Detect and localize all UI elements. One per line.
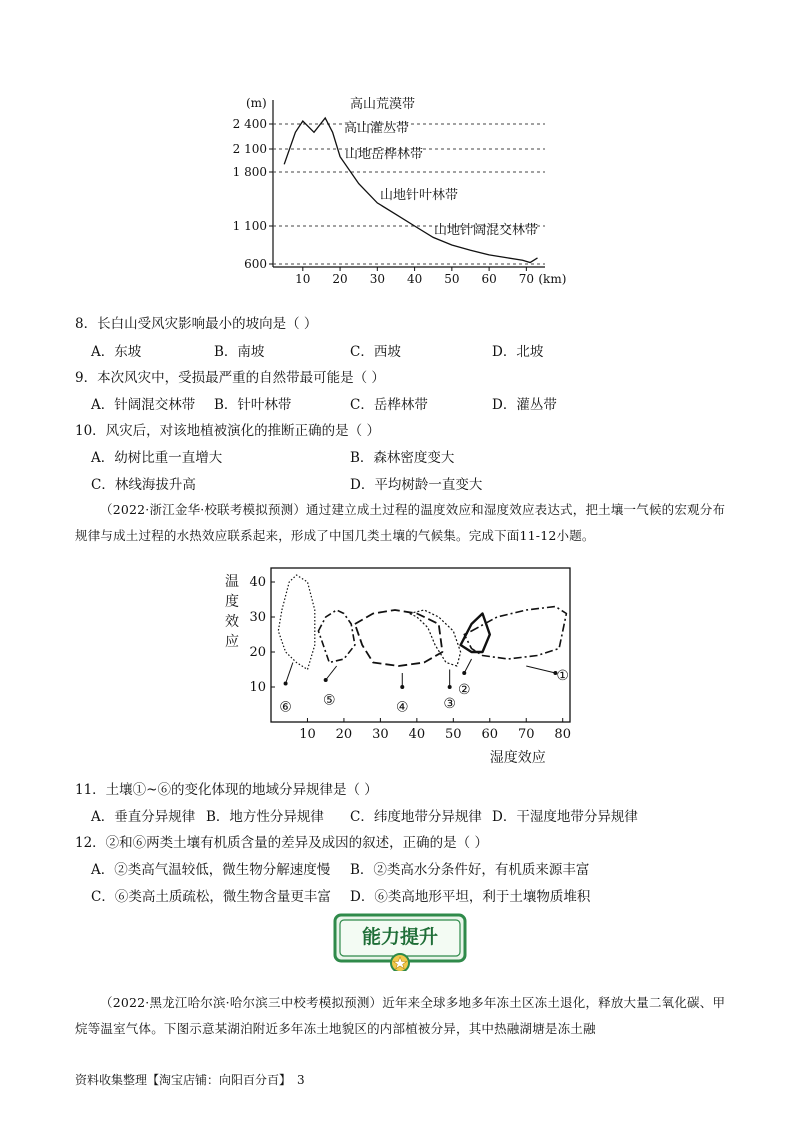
y-tick-label: 2 100: [232, 142, 267, 156]
q11-option-a: A．垂直分异规律: [91, 809, 196, 825]
page-footer: 资料收集整理【淘宝店铺：向阳百分百】 3: [75, 1073, 305, 1087]
q8-option-a: A．东坡: [91, 344, 142, 360]
zone-label: 山地针阔混交林带: [434, 223, 539, 238]
x-tick-label: 30: [372, 727, 389, 742]
q12-option-c: C．⑥类高土质疏松，微生物含量更丰富: [91, 889, 331, 905]
q9-option-d: D．灌丛带: [492, 397, 557, 413]
zone-label: 高山灌丛带: [344, 121, 410, 136]
y-tick-label: 10: [249, 680, 266, 695]
y-tick-label: 2 400: [232, 117, 267, 131]
x-tick-label: 20: [332, 272, 348, 286]
q11-option-d: D．干湿度地带分异规律: [492, 809, 638, 825]
y-axis-label-char: 温: [225, 574, 239, 590]
zone-label: 山地针叶林带: [380, 188, 459, 203]
plot-frame: [271, 568, 570, 722]
y-tick-label: 1 800: [232, 165, 267, 179]
question-10: 10．风灾后，对该地植被演化的推断正确的是（ ）: [75, 423, 380, 439]
zone-label: 山地岳桦林带: [345, 147, 424, 162]
y-tick-label: 1 100: [232, 219, 267, 233]
zone-label: 高山荒漠带: [350, 97, 416, 112]
q11-option-b: B．地方性分异规律: [206, 809, 324, 825]
y-tick-label: 20: [249, 645, 266, 660]
passage-next: （2022·黑龙江哈尔滨·哈尔滨三中校考模拟预测）近年来全球多地多年冻土区冻土退化，释放大量二氧化碳、甲烷等温室气体。下图示意某湖泊附近多年冻土地貌区的内部植被分异，其中热融湖塘是冻土融: [75, 995, 726, 1036]
x-tick-label: 50: [445, 727, 462, 742]
q12-option-a: A．②类高气温较低，微生物分解速度慢: [91, 862, 331, 878]
leader-arrowhead: [400, 685, 404, 689]
x-tick-label: 10: [295, 272, 311, 286]
leader-line: [464, 659, 471, 673]
series-label: ⑤: [323, 692, 336, 709]
x-tick-label: 30: [369, 272, 385, 286]
x-tick-label: 80: [554, 727, 571, 742]
leader-arrowhead: [324, 678, 328, 682]
leader-line: [326, 666, 337, 680]
q10-option-b: B．森林密度变大: [350, 450, 455, 466]
q9-option-b: B．针叶林带: [214, 397, 292, 413]
leader-arrowhead: [462, 671, 466, 675]
y-tick-label: 30: [249, 610, 266, 625]
y-tick-label: 600: [244, 257, 267, 271]
passage-11-12: （2022·浙江金华·校联考模拟预测）通过建立成土过程的温度效应和湿度效应表达式，把土壤一气候的宏观分布规律与成土过程的水热效应联系起来，形成了中国几类土壤的气候集。完成下面11-12小题。: [75, 502, 726, 543]
y-tick-label: 40: [249, 575, 266, 590]
x-axis-label: 湿度效应: [489, 750, 546, 766]
section-badge-label: 能力提升: [361, 926, 438, 948]
y-axis-label-char: 度: [225, 594, 239, 610]
x-tick-label: 60: [481, 272, 497, 286]
elevation-profile-chart: [220, 90, 600, 290]
series-label: ②: [457, 682, 471, 698]
x-tick-label: 70: [518, 272, 535, 286]
y-axis-unit: (m): [246, 96, 267, 110]
series-label: ⑥: [279, 699, 292, 716]
q9-option-c: C．岳桦林带: [350, 397, 428, 413]
x-tick-label: 50: [444, 272, 460, 286]
x-tick-label: 20: [335, 727, 353, 742]
x-tick-label: 40: [406, 272, 423, 286]
x-tick-label: 10: [299, 727, 316, 742]
x-tick-label: 70: [517, 727, 535, 742]
q8-option-b: B．南坡: [214, 344, 265, 360]
q8-option-d: D．北坡: [492, 344, 544, 360]
question-11: 11．土壤①~⑥的变化体现的地域分异规律是（ ）: [75, 782, 378, 798]
q12-option-d: D．⑥类高地形平坦，利于土壤物质堆积: [350, 889, 591, 905]
series-label: ③: [443, 696, 456, 712]
leader-arrowhead: [448, 685, 452, 689]
q9-option-a: A．针阔混交林带: [91, 397, 196, 413]
leader-line: [526, 666, 555, 673]
q10-option-d: D．平均树龄一直变大: [350, 477, 483, 493]
y-axis-label-char: 应: [225, 634, 239, 650]
q10-option-c: C．林线海拔升高: [91, 477, 196, 493]
soil-climate-chart: [215, 562, 585, 772]
leader-line: [286, 663, 293, 684]
x-axis-unit: (km): [538, 272, 567, 286]
y-axis-label-char: 效: [225, 614, 239, 630]
soil-climate-contour: [355, 610, 443, 666]
q8-option-c: C．西坡: [350, 344, 401, 360]
question-12: 12．②和⑥两类土壤有机质含量的差异及成因的叙述，正确的是（ ）: [75, 835, 488, 851]
x-tick-label: 40: [408, 727, 426, 742]
q10-option-a: A．幼树比重一直增大: [91, 450, 223, 466]
soil-climate-contour: [278, 575, 315, 670]
leader-arrowhead: [284, 682, 288, 686]
soil-climate-contour: [410, 610, 461, 666]
x-tick-label: 60: [481, 727, 499, 742]
question-8: 8．长白山受风灾影响最小的坡向是（ ）: [75, 316, 318, 332]
series-label: ④: [395, 699, 409, 716]
question-9: 9．本次风灾中，受损最严重的自然带最可能是（ ）: [75, 370, 385, 386]
soil-climate-contour: [318, 610, 355, 663]
q12-option-b: B．②类高水分条件好，有机质来源丰富: [350, 862, 590, 878]
series-label: ①: [556, 668, 569, 684]
q11-option-c: C．纬度地带分异规律: [350, 809, 482, 825]
soil-climate-contour: [461, 614, 490, 653]
